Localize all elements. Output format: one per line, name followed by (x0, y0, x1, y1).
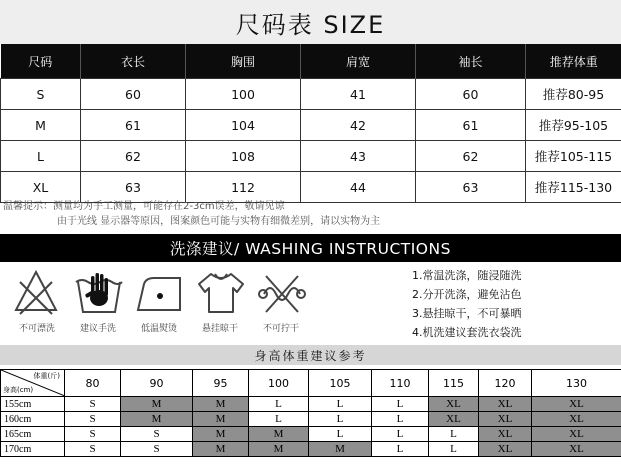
tip-line-2: 由于光线 显示器等原因，图案颜色可能与实物有细微差别，请以实物为主 (57, 216, 381, 227)
size-cell: XL (532, 397, 621, 412)
list-item: 2.分开洗涤，避免沾色 (412, 288, 522, 301)
table-cell: 63 (416, 172, 526, 203)
table-row (1, 79, 621, 110)
size-cell: XL (479, 442, 532, 457)
size-cell: L (249, 412, 309, 427)
height-label: 170cm (1, 442, 65, 457)
corner-cell (1, 370, 65, 397)
reference-header-row (1, 370, 621, 397)
size-cell: M (193, 397, 249, 412)
hang-dry-icon (195, 268, 247, 318)
size-table-header (1, 44, 621, 79)
size-cell: L (372, 442, 429, 457)
list-item: 3.悬挂晾干，不可暴晒 (412, 307, 522, 320)
table-cell: 104 (186, 110, 301, 141)
size-cell: M (249, 427, 309, 442)
weight-header: 115 (429, 370, 479, 397)
hand-wash-icon (73, 268, 125, 318)
size-cell: L (372, 427, 429, 442)
size-cell: L (309, 427, 372, 442)
table-cell: 42 (301, 110, 416, 141)
size-cell: M (249, 442, 309, 457)
height-label: 160cm (1, 412, 65, 427)
size-cell: M (121, 412, 193, 427)
table-row (1, 172, 621, 203)
weight-header: 105 (309, 370, 372, 397)
table-cell: 60 (416, 79, 526, 110)
height-label: 165cm (1, 427, 65, 442)
header-weight: 推荐体重 (526, 44, 621, 79)
table-row (1, 397, 621, 412)
low-iron-icon (134, 268, 186, 318)
size-cell: S (65, 442, 121, 457)
size-cell: XL (532, 427, 621, 442)
size-cell: M (121, 397, 193, 412)
washing-title: 洗涤建议/ WASHING INSTRUCTIONS (170, 240, 451, 258)
size-cell: L (309, 397, 372, 412)
size-cell: L (372, 397, 429, 412)
weight-header: 90 (121, 370, 193, 397)
weight-header: 120 (479, 370, 532, 397)
table-row (1, 141, 621, 172)
tip-line-1: 温馨提示：测量均为手工测量，可能存在2-3cm误差，敬请见谅 (3, 201, 285, 212)
care-label: 建议手洗 (79, 324, 116, 334)
care-label: 不可拧干 (262, 324, 299, 334)
table-row (1, 110, 621, 141)
table-cell: S (1, 79, 81, 110)
size-cell: S (65, 427, 121, 442)
size-cell: S (121, 442, 193, 457)
corner-weight-label: 体重(斤) (33, 372, 60, 380)
size-cell: M (309, 442, 372, 457)
list-item: 4.机洗建议套洗衣袋洗 (412, 326, 522, 339)
size-cell: L (429, 442, 479, 457)
title-bar (0, 0, 621, 44)
reference-title-bar (0, 345, 621, 365)
size-cell: S (65, 397, 121, 412)
header-length: 衣长 (81, 44, 186, 79)
weight-header: 95 (193, 370, 249, 397)
no-bleach-icon (12, 268, 60, 318)
size-cell: L (309, 412, 372, 427)
weight-header: 110 (372, 370, 429, 397)
table-cell: XL (1, 172, 81, 203)
table-cell: M (1, 110, 81, 141)
size-cell: L (429, 427, 479, 442)
height-label: 155cm (1, 397, 65, 412)
size-cell: L (249, 397, 309, 412)
washing-instructions-list (412, 266, 522, 342)
table-cell: 108 (186, 141, 301, 172)
size-table (0, 44, 621, 203)
table-cell: 62 (416, 141, 526, 172)
height-weight-table (0, 369, 621, 457)
table-cell: 推荐115-130 (526, 172, 621, 203)
table-cell: 100 (186, 79, 301, 110)
size-cell: XL (479, 427, 532, 442)
table-cell: 61 (81, 110, 186, 141)
size-cell: S (121, 427, 193, 442)
size-cell: XL (532, 442, 621, 457)
header-chest: 胸围 (186, 44, 301, 79)
size-cell: S (65, 412, 121, 427)
table-cell: 63 (81, 172, 186, 203)
size-cell: XL (429, 412, 479, 427)
care-item-no-wring (244, 266, 318, 334)
reference-body (1, 397, 621, 457)
header-size: 尺码 (1, 44, 81, 79)
weight-header: 130 (532, 370, 621, 397)
size-cell: M (193, 412, 249, 427)
list-item: 1.常温洗涤，随浸随洗 (412, 269, 522, 282)
table-cell: 41 (301, 79, 416, 110)
measurement-tips (3, 199, 380, 229)
care-label: 不可漂洗 (18, 324, 55, 334)
table-row (1, 427, 621, 442)
care-label: 悬挂晾干 (201, 324, 238, 334)
weight-header: 100 (249, 370, 309, 397)
table-cell: 推荐80-95 (526, 79, 621, 110)
table-cell: 推荐105-115 (526, 141, 621, 172)
size-cell: M (193, 442, 249, 457)
size-cell: L (372, 412, 429, 427)
care-label: 低温熨烫 (140, 324, 177, 334)
size-cell: XL (479, 397, 532, 412)
washing-title-bar (0, 234, 621, 262)
no-wring-icon (256, 268, 308, 318)
page-title: 尺码表 SIZE (235, 10, 386, 39)
size-cell: M (193, 427, 249, 442)
header-shoulder: 肩宽 (301, 44, 416, 79)
header-sleeve: 袖长 (416, 44, 526, 79)
weight-header: 80 (65, 370, 121, 397)
table-cell: 推荐95-105 (526, 110, 621, 141)
size-cell: XL (429, 397, 479, 412)
table-cell: 43 (301, 141, 416, 172)
table-cell: 61 (416, 110, 526, 141)
table-cell: 62 (81, 141, 186, 172)
table-row (1, 442, 621, 457)
care-icons (0, 266, 410, 334)
size-cell: XL (532, 412, 621, 427)
corner-height-label: 身高(cm) (3, 386, 34, 394)
size-cell: XL (479, 412, 532, 427)
table-cell: 112 (186, 172, 301, 203)
table-cell: 60 (81, 79, 186, 110)
table-cell: L (1, 141, 81, 172)
table-row (1, 412, 621, 427)
reference-title: 身高体重建议参考 (254, 348, 367, 363)
table-cell: 44 (301, 172, 416, 203)
